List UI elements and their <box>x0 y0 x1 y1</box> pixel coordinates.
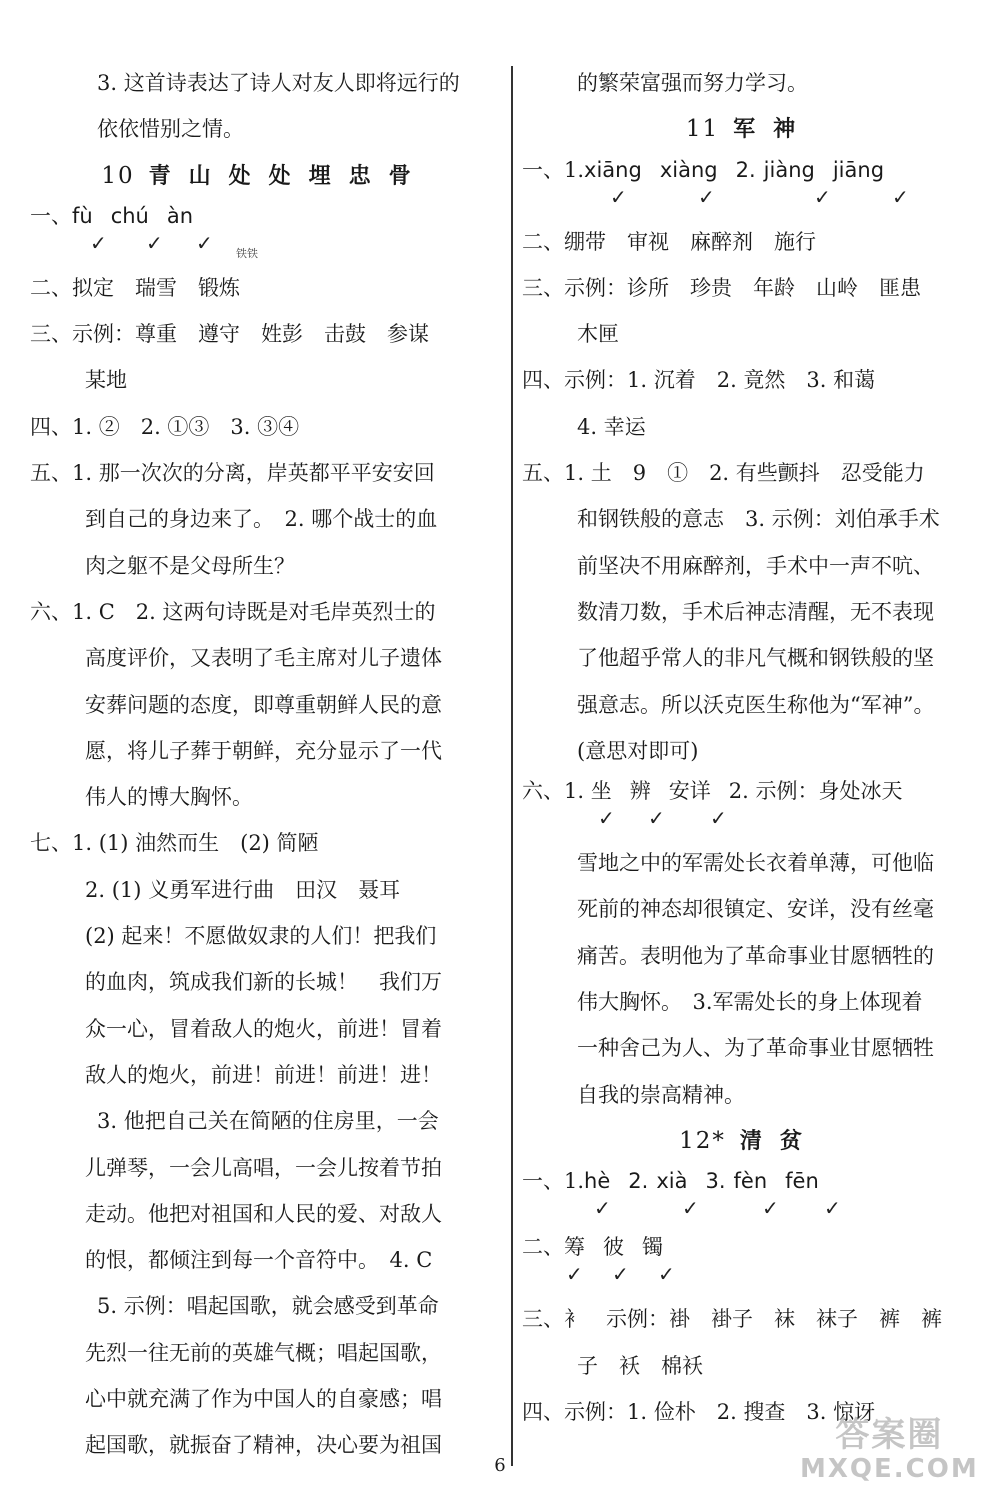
text-line: 先烈一往无前的英雄气概；唱起国歌， <box>85 1340 442 1365</box>
text-line: 数清刀数，手术后神志清醒，无不表现 <box>577 599 934 624</box>
text-line: 4. 幸运 <box>577 414 646 439</box>
text-line: 六、1. C 2. 这两句诗既是对毛岸英烈士的 <box>30 599 436 624</box>
pinyin-row <box>522 1164 977 1230</box>
text-line: 的血肉，筑成我们新的长城！ 我们万 <box>85 970 442 995</box>
text-line: 四、1. ② 2. ①③ 3. ③④ <box>30 414 300 439</box>
question-prefix: 六、1. <box>522 779 585 804</box>
check-mark-icon: ✓ <box>610 184 627 209</box>
answer-char: 坐 <box>590 779 612 804</box>
text-line: 子 袄 棉袄 <box>577 1353 703 1378</box>
text-line: 和钢铁般的意志 3. 示例：刘伯承手术 <box>577 507 940 532</box>
text-line: 安葬问题的态度，即尊重朝鲜人民的意 <box>85 692 442 717</box>
text-line: 众一心，冒着敌人的炮火，前进！冒着 <box>85 1016 442 1041</box>
text-line: (2) 起来！不愿做奴隶的人们！把我们 <box>85 924 437 949</box>
question-number: 3. <box>705 1169 726 1194</box>
question-prefix: 二、 <box>522 1235 564 1260</box>
text-line: 雪地之中的军需处长衣着单薄，可他临 <box>577 851 934 876</box>
text-line: 一种舍己为人、为了革命事业甘愿牺牲 <box>577 1036 934 1061</box>
text-line: 5. 示例：唱起国歌，就会感受到革命 <box>97 1294 439 1319</box>
check-mark-icon: ✓ <box>90 230 107 255</box>
text-line: 三、示例：诊所 珍贵 年龄 山岭 匪患 <box>522 275 921 300</box>
answer-char: 彼 <box>603 1235 624 1260</box>
answer-char: 辨 <box>629 779 651 804</box>
check-mark-icon: ✓ <box>682 1196 699 1221</box>
handwritten-note: 铁铁 <box>236 247 258 260</box>
left-column <box>30 60 500 1469</box>
question-prefix: 一、1. <box>522 1169 585 1194</box>
check-mark-icon: ✓ <box>658 1262 675 1287</box>
lesson-number: 12* <box>679 1127 726 1154</box>
lesson-11-title <box>522 106 977 152</box>
text-line: 依依惜别之情。 <box>97 117 244 142</box>
text-line: 前坚决不用麻醉剂，手术中一声不吭、 <box>577 553 934 578</box>
text-line: 三、衤 示例：褂 褂子 袜 袜子 裤 裤 <box>522 1307 942 1332</box>
char-row <box>522 1230 977 1296</box>
text-line: 二、绷带 审视 麻醉剂 施行 <box>522 229 816 254</box>
check-mark-icon: ✓ <box>762 1196 779 1221</box>
text-line: 自我的崇高精神。 <box>577 1082 745 1107</box>
pinyin-row <box>522 153 977 219</box>
text-line: 痛苦。表明他为了革命事业甘愿牺牲的 <box>577 943 934 968</box>
lesson-12-title <box>522 1118 977 1164</box>
question-prefix: 一、1. <box>522 157 585 182</box>
pinyin: xiāng <box>584 157 642 182</box>
pinyin: xiàng <box>659 157 718 182</box>
char-row <box>522 774 977 840</box>
right-column <box>522 60 977 1435</box>
watermark-top: 答案圈 <box>835 1415 944 1455</box>
question-number: 2. <box>628 1169 649 1194</box>
check-mark-icon: ✓ <box>566 1262 583 1287</box>
question-number: 2. <box>735 157 756 182</box>
text-line: 儿弹琴，一会儿高唱，一会儿按着节拍 <box>85 1155 442 1180</box>
text-line: 高度评价，又表明了毛主席对儿子遗体 <box>85 646 442 671</box>
watermark-logo <box>800 1415 979 1484</box>
pinyin: xià <box>656 1169 688 1194</box>
pinyin: àn <box>166 203 194 228</box>
pinyin: chú <box>110 203 149 228</box>
text-line: 木匣 <box>577 322 619 347</box>
text-line: 伟大胸怀。 3.军需处长的身上体现着 <box>577 990 923 1015</box>
check-mark-icon: ✓ <box>612 1262 629 1287</box>
pinyin-row <box>30 199 500 265</box>
check-mark-icon: ✓ <box>196 230 213 255</box>
text-line: 敌人的炮火，前进！前进！前进！进！ <box>85 1062 442 1087</box>
text-line: 到自己的身边来了。 2. 哪个战士的血 <box>85 507 438 532</box>
text-line: (意思对即可) <box>577 738 699 763</box>
text-line: 肉之躯不是父母所生？ <box>85 553 295 578</box>
page-number: 6 <box>494 1455 506 1476</box>
text-line: 五、1. 那一次次的分离，岸英都平平安安回 <box>30 461 435 486</box>
text-line: 2. (1) 义勇军进行曲 田汉 聂耳 <box>85 877 401 902</box>
answer-text: 2. 示例：身处冰天 <box>728 779 903 804</box>
question-prefix: 一、 <box>30 203 72 228</box>
pinyin: jiāng <box>832 157 885 182</box>
text-line: 三、示例：尊重 遵守 姓彭 击鼓 参谋 <box>30 322 429 347</box>
text-line: 3. 他把自己关在简陋的住房里，一会 <box>97 1109 439 1134</box>
text-line: 四、示例：1. 俭朴 2. 搜查 3. 惊讶 <box>522 1399 876 1424</box>
text-line: 走动。他把对祖国和人民的爱、对敌人 <box>85 1201 442 1226</box>
check-mark-icon: ✓ <box>648 806 665 831</box>
text-line: 二、拟定 瑞雪 锻炼 <box>30 275 240 300</box>
check-mark-icon: ✓ <box>824 1196 841 1221</box>
pinyin: fèn <box>733 1169 768 1194</box>
check-mark-icon: ✓ <box>892 184 909 209</box>
text-line: 五、1. 土 9 ① 2. 有些颤抖 忍受能力 <box>522 461 925 486</box>
lesson-number: 10 <box>101 162 135 189</box>
text-line: 强意志。所以沃克医生称他为“军神”。 <box>577 692 935 717</box>
check-mark-icon: ✓ <box>710 806 727 831</box>
text-line: 起国歌，就振奋了精神，决心要为祖国 <box>85 1433 442 1458</box>
check-mark-icon: ✓ <box>594 1196 611 1221</box>
check-mark-icon: ✓ <box>146 230 163 255</box>
pinyin: fēn <box>785 1169 819 1194</box>
check-mark-icon: ✓ <box>698 184 715 209</box>
text-line: 3. 这首诗表达了诗人对友人即将远行的 <box>97 71 460 95</box>
lesson-10-title <box>30 153 500 199</box>
watermark-bottom: MXQE.COM <box>800 1454 979 1484</box>
text-line: 的恨，都倾注到每一个音符中。 4. C <box>85 1248 433 1273</box>
text-line: 某地 <box>85 368 127 393</box>
text-line: 了他超乎常人的非凡气概和钢铁般的坚 <box>577 646 934 671</box>
check-mark-icon: ✓ <box>598 806 615 831</box>
answer-char: 筹 <box>564 1235 585 1260</box>
lesson-name: 军神 <box>733 116 814 143</box>
text-line: 心中就充满了作为中国人的自豪感；唱 <box>85 1387 442 1412</box>
text-line: 愿，将儿子葬于朝鲜，充分显示了一代 <box>85 738 442 763</box>
text-line: 伟人的博大胸怀。 <box>85 785 253 810</box>
pinyin: jiàng <box>763 157 815 182</box>
pinyin: fù <box>72 203 93 228</box>
text-line: 七、1. (1) 油然而生 (2) 简陋 <box>30 831 319 856</box>
lesson-number: 11 <box>685 116 720 143</box>
text-line: 死前的神态却很镇定、安详，没有丝毫 <box>577 897 934 922</box>
check-mark-icon: ✓ <box>814 184 831 209</box>
text-line: 四、示例：1. 沉着 2. 竟然 3. 和蔼 <box>522 368 876 393</box>
column-divider <box>511 66 513 1466</box>
pinyin: hè <box>584 1169 611 1194</box>
text-line: 的繁荣富强而努力学习。 <box>577 71 808 95</box>
answer-char: 镯 <box>642 1235 663 1260</box>
answer-char: 安详 <box>668 779 711 804</box>
lesson-name: 青山处处埋忠骨 <box>148 162 429 189</box>
lesson-name: 清贫 <box>739 1127 820 1154</box>
